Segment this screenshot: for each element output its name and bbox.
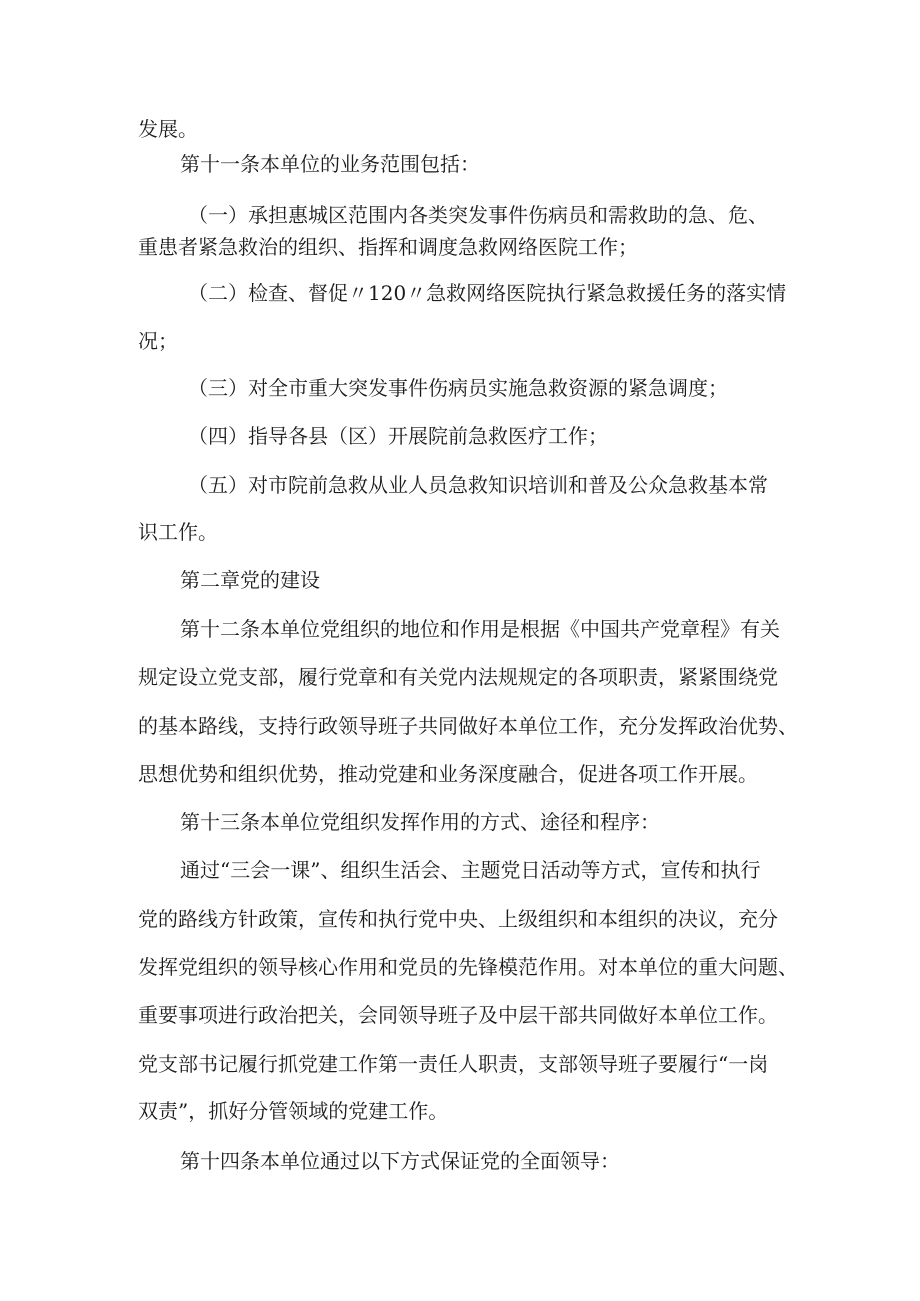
text-line: 重患者紧急救治的组织、指挥和调度急救网络医院工作； (138, 235, 638, 259)
article-heading: 第十三条本单位党组织发挥作用的方式、途径和程序： (180, 810, 660, 834)
text-line: 党的路线方针政策，宣传和执行党中央、上级组织和本组织的决议，充分 (138, 907, 778, 931)
text-line: 发展。 (138, 117, 198, 141)
text-line: 识工作。 (138, 520, 218, 544)
article-heading: 第十二条本单位党组织的地位和作用是根据《中国共产党章程》有关 (180, 617, 780, 641)
article-heading: 第十四条本单位通过以下方式保证党的全面领导： (180, 1149, 620, 1173)
text-line: 发挥党组织的领导核心作用和党员的先锋模范作用。对本单位的重大问题、 (138, 955, 798, 979)
list-item: （四）指导各县（区）开展院前急救医疗工作； (188, 424, 608, 448)
text-line: 的基本路线，支持行政领导班子共同做好本单位工作，充分发挥政治优势、 (138, 714, 798, 738)
text-line: 规定设立党支部，履行党章和有关党内法规规定的各项职责，紧紧围绕党 (138, 665, 778, 689)
list-item: （二）检查、督促〃120〃急救网络医院执行紧急救援任务的落实情 (188, 281, 787, 305)
article-heading: 第十一条本单位的业务范围包括： (180, 152, 480, 176)
text-line: 思想优势和组织优势，推动党建和业务深度融合，促进各项工作开展。 (138, 762, 758, 786)
list-item: （五）对市院前急救从业人员急救知识培训和普及公众急救基本常 (188, 473, 768, 497)
text-line: 双责”，抓好分管领域的党建工作。 (138, 1099, 449, 1123)
text-line: 况； (138, 329, 178, 353)
text-line: 通过“三会一课”、组织生活会、主题党日活动等方式，宣传和执行 (180, 858, 761, 882)
text-line: 党支部书记履行抓党建工作第一责任人职责，支部领导班子要履行“一岗 (138, 1052, 769, 1076)
text-line: 重要事项进行政治把关，会同领导班子及中层干部共同做好本单位工作。 (138, 1003, 778, 1027)
chapter-heading: 第二章党的建设 (180, 568, 320, 592)
list-item: （三）对全市重大突发事件伤病员实施急救资源的紧急调度； (188, 376, 728, 400)
list-item: （一）承担惠城区范围内各类突发事件伤病员和需救助的急、危、 (188, 203, 768, 227)
